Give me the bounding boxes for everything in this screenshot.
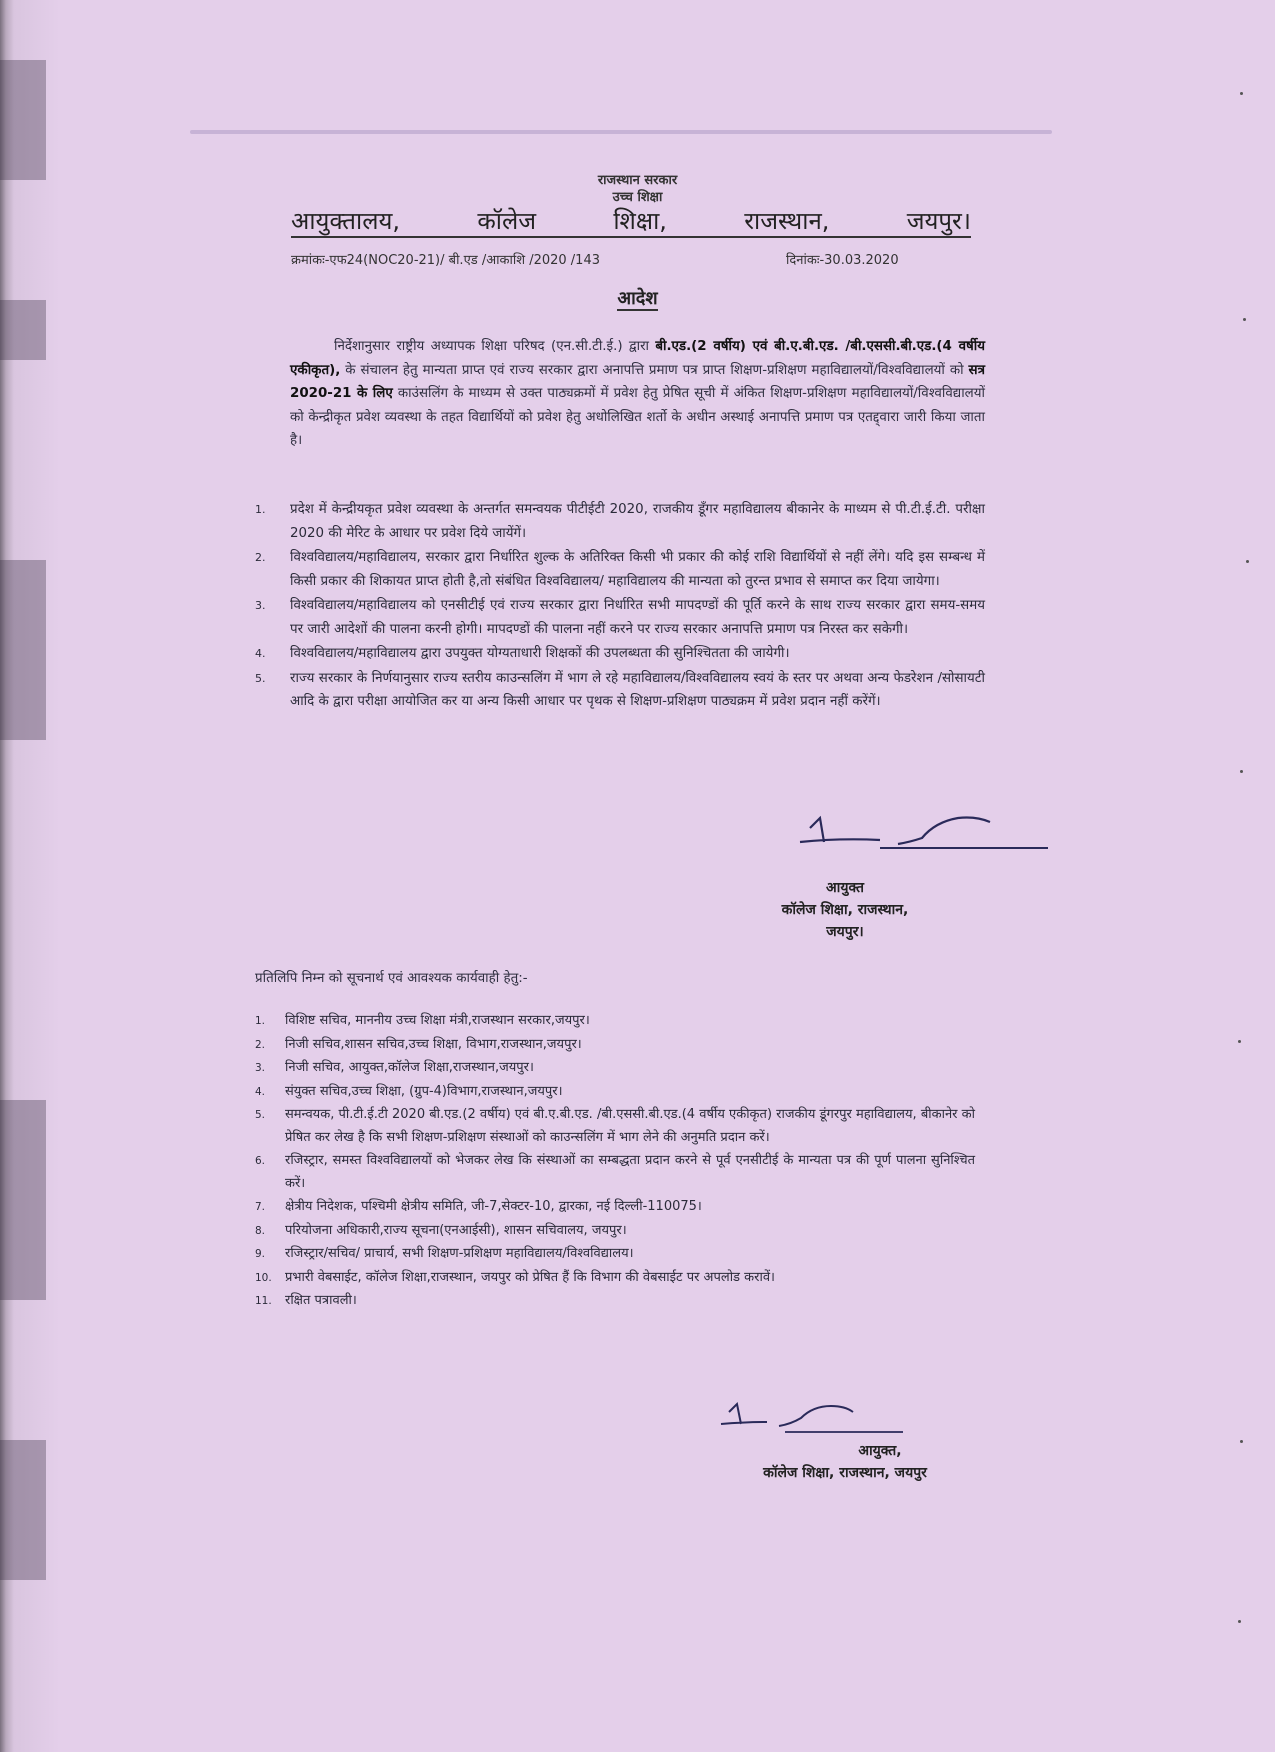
- scan-speck: [1240, 1440, 1243, 1443]
- intro-text: काउंसलिंग के माध्यम से उक्त पाठ्यक्रमों में प्रवेश हेतु प्रेषित सूची में अंकित शिक्षण-प्रशिक्षण महाविद्यालयों/विश्वविद्यालयों को केन्द्रीकृत प्रवेश व्यवस्था के तहत विद्यार्थियों को प्रवेश हेतु अधोलिखित शर्तो के अधीन अस्थाई अनापत्ति प्रमाण पत्र एतद्द्वारा जारी किया जाता है।: [290, 386, 985, 448]
- office-title-word: राजस्थान,: [744, 207, 830, 235]
- conditions-list: [255, 498, 985, 715]
- office-title-word: आयुक्तालय,: [291, 207, 401, 235]
- copy-item: [255, 1104, 975, 1149]
- intro-text: के संचालन हेतु मान्यता प्राप्त एवं राज्य सरकार द्वारा अनापत्ति प्रमाण पत्र प्राप्त शिक्षण-प्रशिक्षण महाविद्यालयों/विश्वविद्यालयों को: [340, 362, 969, 378]
- condition-number: 3.: [255, 599, 266, 612]
- condition-item: [255, 594, 985, 641]
- signature-block-1: [745, 877, 945, 943]
- intro-paragraph: [290, 335, 985, 453]
- signatory-city: जयपुर।: [826, 924, 864, 940]
- copy-item: [255, 1290, 975, 1313]
- condition-number: 4.: [255, 647, 266, 660]
- copy-text: समन्वयक, पी.टी.ई.टी 2020 बी.एड.(2 वर्षीय) एवं बी.ए.बी.एड. /बी.एससी.बी.एड.(4 वर्षीय एकीकृत) राजकीय डूंगरपुर महाविद्यालय, बीकानेर को प्रेषित कर लेख है कि सभी शिक्षण-प्रशिक्षण संस्थाओं को काउन्सलिंग में भाग लेने की अनुमति प्रदान करें।: [285, 1107, 975, 1145]
- copy-number: 4.: [255, 1085, 266, 1098]
- copy-item: [255, 1150, 975, 1195]
- intro-bold-courses: बी.एड.(2 वर्षीय) एवं बी.ए.बी.एड. /बी.एससी.बी.एड.(4 वर्षीय एकीकृत),: [290, 339, 985, 378]
- condition-text: विश्वविद्यालय/महाविद्यालय को एनसीटीई एवं राज्य सरकार द्वारा निर्धारित सभी मापदण्डों की पूर्ति करने के साथ राज्य सरकार द्वारा समय-समय पर जारी आदेशों की पालना करनी होगी। मापदण्डों की पालना नहीं करने पर राज्य सरकार अनापत्ति प्रमाण पत्र निरस्त कर सकेगी।: [290, 598, 985, 637]
- office-title-word: कॉलेज: [477, 207, 537, 235]
- copy-text: रक्षित पत्रावली।: [285, 1293, 357, 1308]
- copy-text: निजी सचिव,शासन सचिव,उच्च शिक्षा, विभाग,राजस्थान,जयपुर।: [285, 1036, 582, 1052]
- condition-item: [255, 642, 985, 666]
- scan-speck: [1243, 318, 1246, 321]
- office-title: [291, 206, 971, 238]
- office-title-word: शिक्षा,: [613, 207, 667, 235]
- office-title-word: जयपुर।: [906, 207, 971, 235]
- condition-item: [255, 546, 985, 593]
- copy-text: संयुक्त सचिव,उच्च शिक्षा, (ग्रुप-4)विभाग,राजस्थान,जयपुर।: [285, 1083, 563, 1099]
- condition-text: विश्वविद्यालय/महाविद्यालय, सरकार द्वारा निर्धारित शुल्क के अतिरिक्त किसी भी प्रकार की कोई राशि विद्यार्थियों से नहीं लेंगे। यदि इस सम्बन्ध में किसी प्रकार की शिकायत प्राप्त होती है,तो संबंधित विश्वविद्यालय/ महाविद्यालय की मान्यता को तुरन्त प्रभाव से समाप्त कर दिया जायेगा।: [290, 550, 985, 589]
- scan-speck: [1246, 560, 1249, 563]
- condition-number: 5.: [255, 671, 266, 685]
- copy-number: 3.: [255, 1062, 266, 1074]
- copy-text: परियोजना अधिकारी,राज्य सूचना(एनआईसी), शासन सचिवालय, जयपुर।: [285, 1222, 627, 1238]
- copy-to-list: [255, 1010, 975, 1314]
- signatory-office: कॉलेज शिक्षा, राजस्थान, जयपुर: [763, 1465, 927, 1481]
- copy-number: 8.: [255, 1224, 266, 1237]
- copy-number: 10.: [255, 1271, 272, 1284]
- copy-item: [255, 1010, 975, 1033]
- order-title: [0, 286, 1275, 310]
- reference-date: दिनांकः-30.03.2020: [786, 253, 899, 268]
- intro-text: निर्देशानुसार राष्ट्रीय अध्यापक शिक्षा परिषद (एन.सी.टी.ई.) द्वारा: [334, 339, 656, 354]
- scan-speck: [1238, 1040, 1241, 1043]
- top-rule: [190, 130, 1052, 134]
- copy-item: [255, 1196, 975, 1219]
- signature-block-2: [720, 1440, 970, 1484]
- signatory-title: आयुक्त,: [858, 1443, 902, 1459]
- signatory-title: आयुक्त: [826, 880, 864, 896]
- condition-number: 2.: [255, 551, 266, 564]
- copy-text: निजी सचिव, आयुक्त,कॉलेज शिक्षा,राजस्थान,जयपुर।: [285, 1060, 534, 1075]
- condition-text: विश्वविद्यालय/महाविद्यालय द्वारा उपयुक्त योग्यताधारी शिक्षकों की उपलब्धता की सुनिश्चितता की जायेगी।: [290, 646, 790, 661]
- copy-text: विशिष्ट सचिव, माननीय उच्च शिक्षा मंत्री,राजस्थान सरकार,जयपुर।: [285, 1013, 590, 1028]
- order-title-text: आदेश: [617, 288, 658, 309]
- signatory-office: कॉलेज शिक्षा, राजस्थान,: [781, 902, 909, 918]
- copy-number: 1.: [255, 1015, 266, 1027]
- copy-number: 5.: [255, 1109, 266, 1121]
- copy-number: 11.: [255, 1295, 272, 1307]
- copy-text: रजिस्ट्रार/सचिव/ प्राचार्य, सभी शिक्षण-प्रशिक्षण महाविद्यालय/विश्वविद्यालय।: [285, 1246, 634, 1261]
- copy-item: [255, 1220, 975, 1243]
- scan-speck: [1238, 1620, 1241, 1623]
- condition-item: [255, 667, 985, 714]
- copy-item: [255, 1081, 975, 1104]
- condition-item: [255, 498, 985, 545]
- scan-edge-shadow: [0, 0, 60, 1752]
- copy-number: 9.: [255, 1248, 266, 1260]
- copy-text: रजिस्ट्रार, समस्त विश्वविद्यालयों को भेजकर लेख कि संस्थाओं का सम्बद्धता प्रदान करने से पूर्व एनसीटीई के मान्यता पत्र की पूर्ण पालना सुनिश्चित करें।: [285, 1153, 975, 1191]
- reference-number: क्रमांकः-एफ24(NOC20-21)/ बी.एड /आकाशि /2020 /143: [291, 253, 600, 268]
- copy-to-intro: प्रतिलिपि निम्न को सूचनार्थ एवं आवश्यक कार्यवाही हेतु:-: [255, 971, 528, 986]
- intro-bold-session: सत्र 2020-21 के लिए: [290, 362, 985, 401]
- scan-speck: [1240, 770, 1243, 773]
- condition-number: 1.: [255, 503, 266, 516]
- copy-number: 7.: [255, 1201, 266, 1213]
- condition-text: प्रदेश में केन्द्रीयकृत प्रवेश व्यवस्था के अन्तर्गत समन्वयक पीटीईटी 2020, राजकीय डूँगर महाविद्यालय बीकानेर के माध्यम से पी.टी.ई.टी. परीक्षा 2020 की मेरिट के आधार पर प्रवेश दिये जायेंगें।: [290, 502, 985, 541]
- copy-item: [255, 1267, 975, 1290]
- government-name: राजस्थान सरकार: [597, 173, 678, 188]
- copy-item: [255, 1034, 975, 1057]
- copy-text: प्रभारी वेबसाईट, कॉलेज शिक्षा,राजस्थान, जयपुर को प्रेषित हैं कि विभाग की वेबसाईट पर अपलोड करावें।: [285, 1269, 775, 1285]
- department-name: उच्च शिक्षा: [612, 190, 663, 205]
- copy-number: 6.: [255, 1155, 266, 1167]
- copy-text: क्षेत्रीय निदेशक, पश्चिमी क्षेत्रीय समिति, जी-7,सेक्टर-10, द्वारका, नई दिल्ली-110075।: [285, 1199, 702, 1214]
- copy-item: [255, 1057, 975, 1080]
- signature-scribble-1: [780, 808, 1050, 868]
- scan-speck: [1240, 92, 1243, 95]
- copy-number: 2.: [255, 1038, 266, 1051]
- copy-item: [255, 1243, 975, 1266]
- condition-text: राज्य सरकार के निर्णयानुसार राज्य स्तरीय काउन्सलिंग में भाग ले रहे महाविद्यालय/विश्वविद्यालय स्वयं के स्तर पर अथवा अन्य फेडरेशन /सोसायटी आदि के द्वारा परीक्षा आयोजित कर या अन्य किसी आधार पर पृथक से शिक्षण-प्रशिक्षण पाठ्यक्रम में प्रवेश प्रदान नहीं करेंगें।: [290, 670, 985, 709]
